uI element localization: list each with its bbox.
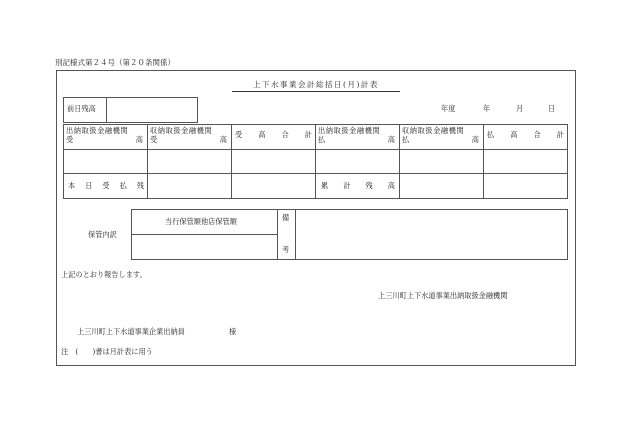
col5-sub-a: 払 [402,135,410,144]
col4-header: 出納取扱金融機関 [318,126,381,135]
prev-balance-label: 前日残高 [67,104,96,113]
col1-header: 出納取扱金融機関 [66,126,129,135]
col5-sub-b: 高 [471,135,479,144]
month-year-label: 年 [483,104,491,113]
remarks-label-2: 考 [282,245,290,254]
col4-sub-b: 高 [387,135,395,144]
remarks-label-1: 備 [282,213,290,222]
month-label: 月 [516,104,524,113]
col1-sub-a: 受 [66,135,74,144]
col2-sub-b: 高 [219,135,227,144]
row-cumulative-label: 累 計 残 高 [321,181,395,190]
day-label: 日 [548,104,556,113]
custody-sub-label: 当行保管額他店保管額 [165,217,237,226]
form-title: 上下水事業会計総括日(月)計表 [232,79,400,92]
note: 注 ( )書は月計表に用う [61,347,153,356]
col1-sub-b: 高 [135,135,143,144]
honorific: 様 [229,327,237,336]
recipient: 上三川町上下水道事業企業出納員 [77,327,185,336]
col2-sub-a: 受 [150,135,158,144]
form-label: 別記様式第２４号（第２０条関係） [55,58,175,67]
col4-sub-a: 払 [318,135,326,144]
col5-header: 収納取扱金融機関 [402,126,465,135]
bank-name: 上三川町上下水道事業出納取扱金融機関 [378,291,508,300]
row-today-label: 本 日 受 払 残 [68,181,144,190]
report-text: 上記のとおり報告します。 [61,270,147,279]
col6-header: 払 高 合 計 [487,130,564,139]
year-label: 年度 [441,104,456,113]
col3-header: 受 高 合 計 [235,130,312,139]
custody-label: 保管内訳 [88,230,117,239]
col2-header: 収納取扱金融機関 [150,126,213,135]
